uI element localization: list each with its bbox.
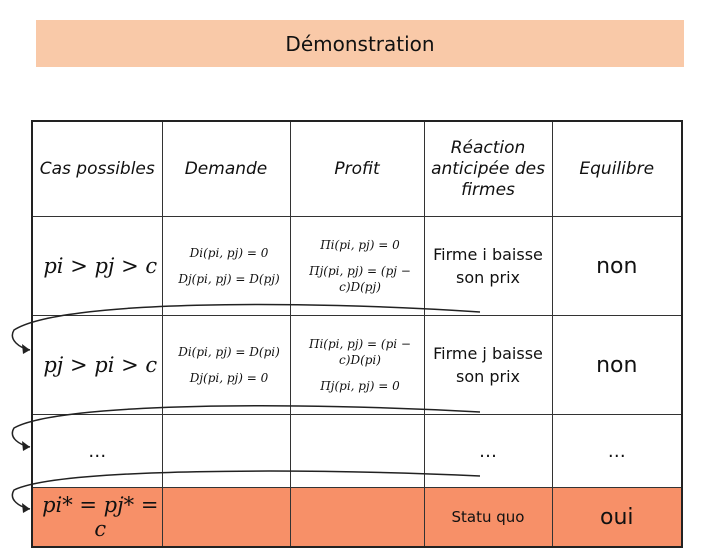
equilibre-cell: non bbox=[552, 217, 682, 316]
demande-line: Di(pi, pj) = D(pi) bbox=[178, 345, 280, 359]
equilibre-cell: … bbox=[552, 415, 682, 488]
demande-line: Dj(pi, pj) = D(pj) bbox=[178, 272, 280, 286]
header-cas: Cas possibles bbox=[32, 121, 162, 217]
reaction-cell: Statu quo bbox=[424, 488, 552, 548]
equilibre-cell: oui bbox=[552, 488, 682, 548]
reaction-cell: Firme i baisse son prix bbox=[424, 217, 552, 316]
equilibre-cell: non bbox=[552, 316, 682, 415]
demande-line: Di(pi, pj) = 0 bbox=[189, 246, 269, 260]
header-profit: Profit bbox=[290, 121, 424, 217]
profit-line: Πj(pi, pj) = 0 bbox=[320, 379, 400, 393]
reaction-cell: Firme j baisse son prix bbox=[424, 316, 552, 415]
slide-title-text: Démonstration bbox=[285, 31, 435, 56]
demande-line: Dj(pi, pj) = 0 bbox=[189, 371, 269, 385]
header-demande: Demande bbox=[162, 121, 290, 217]
reaction-cell: … bbox=[424, 415, 552, 488]
profit-line: Πj(pi, pj) = (pj − c)D(pj) bbox=[309, 264, 411, 294]
header-reaction: Réaction anticipée des firmes bbox=[424, 121, 552, 217]
arrow-row3-to-row4 bbox=[12, 471, 480, 509]
header-equilibre: Equilibre bbox=[552, 121, 682, 217]
profit-line: Πi(pi, pj) = 0 bbox=[320, 238, 400, 252]
arrow-row1-to-row2 bbox=[12, 305, 480, 350]
case-cell: … bbox=[32, 415, 162, 488]
case-cell: pi > pj > c bbox=[32, 217, 162, 316]
profit-line: Πi(pi, pj) = (pi − c)D(pi) bbox=[309, 337, 411, 367]
case-cell: pj > pi > c bbox=[32, 316, 162, 415]
case-cell: pi* = pj* = c bbox=[32, 488, 162, 548]
arrow-row2-to-row3 bbox=[12, 406, 480, 447]
